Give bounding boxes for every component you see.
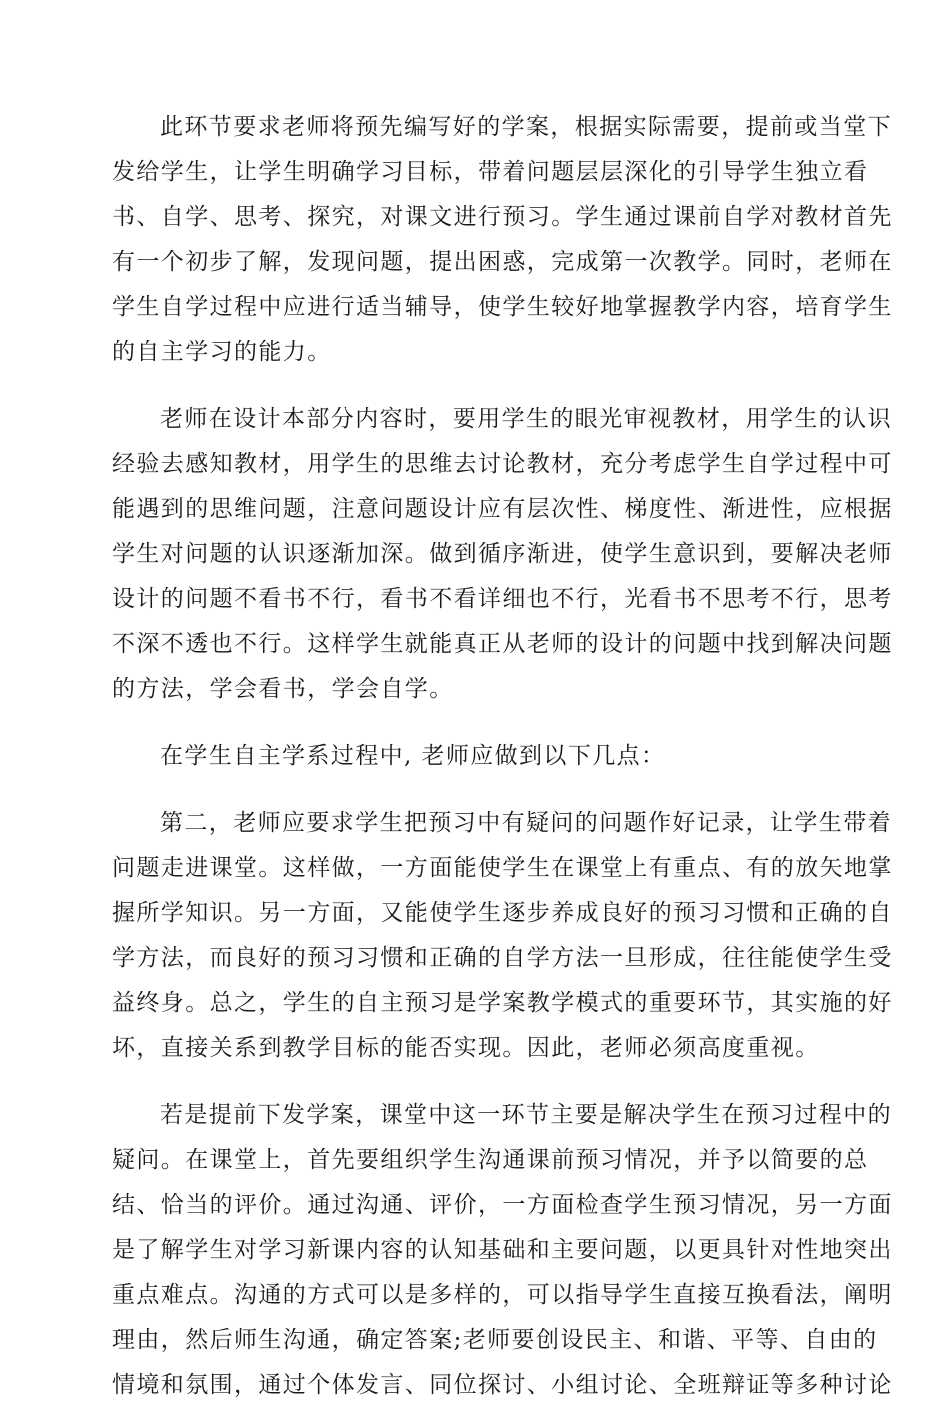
text-line: 结、恰当的评价。通过沟通、评价，一方面检查学生预习情况，另一方面	[112, 1192, 893, 1218]
text-line: 是了解学生对学习新课内容的认知基础和主要问题，以更具针对性地突出	[112, 1237, 893, 1263]
text-line: 重点难点。沟通的方式可以是多样的，可以指导学生直接互换看法，阐明	[112, 1282, 893, 1308]
text-line: 第二，老师应要求学生把预习中有疑问的问题作好记录，让学生带着	[160, 810, 892, 836]
text-line: 学方法，而良好的预习习惯和正确的自学方法一旦形成，往往能使学生受	[112, 945, 893, 971]
text-line: 有一个初步了解，发现问题，提出困惑，完成第一次教学。同时，老师在	[112, 249, 893, 275]
paragraph-1	[112, 105, 893, 375]
text-line: 的自主学习的能力。	[112, 339, 332, 365]
text-line: 此环节要求老师将预先编写好的学案，根据实际需要，提前或当堂下	[160, 114, 892, 140]
text-line: 学生自学过程中应进行适当辅导，使学生较好地掌握教学内容，培育学生	[112, 294, 893, 320]
paragraph-4	[112, 801, 893, 1071]
text-line: 问题走进课堂。这样做，一方面能使学生在课堂上有重点、有的放矢地掌	[112, 855, 893, 881]
text-line: 老师在设计本部分内容时，要用学生的眼光审视教材，用学生的认识	[160, 406, 892, 432]
text-line: 经验去感知教材，用学生的思维去讨论教材，充分考虑学生自学过程中可	[112, 451, 893, 477]
document-body	[112, 105, 893, 1408]
text-line: 若是提前下发学案，课堂中这一环节主要是解决学生在预习过程中的	[160, 1102, 892, 1128]
paragraph-2	[112, 397, 893, 712]
text-line: 情境和氛围，通过个体发言、同位探讨、小组讨论、全班辩证等多种讨论	[112, 1372, 893, 1398]
paragraph-5	[112, 1093, 893, 1408]
text-line: 益终身。总之，学生的自主预习是学案教学模式的重要环节，其实施的好	[112, 990, 893, 1016]
text-line: 疑问。在课堂上，首先要组织学生沟通课前预习情况，并予以简要的总	[112, 1147, 869, 1173]
paragraph-3	[112, 734, 836, 779]
text-line: 书、自学、思考、探究，对课文进行预习。学生通过课前自学对教材首先	[112, 204, 893, 230]
text-line: 理由，然后师生沟通，确定答案;老师要创设民主、和谐、平等、自由的	[112, 1327, 878, 1353]
text-line: 学生对问题的认识逐渐加深。做到循序渐进，使学生意识到，要解决老师	[112, 541, 893, 567]
text-line: 的方法，学会看书，学会自学。	[112, 676, 454, 702]
text-line: 设计的问题不看书不行，看书不看详细也不行，光看书不思考不行，思考	[112, 586, 893, 612]
text-line: 能遇到的思维问题，注意问题设计应有层次性、梯度性、渐进性，应根据	[112, 496, 893, 522]
text-line: 发给学生，让学生明确学习目标，带着问题层层深化的引导学生独立看	[112, 159, 869, 185]
text-line: 握所学知识。另一方面，又能使学生逐步养成良好的预习习惯和正确的自	[112, 900, 893, 926]
text-line: 不深不透也不行。这样学生就能真正从老师的设计的问题中找到解决问题	[112, 631, 893, 657]
text-line: 在学生自主学系过程中, 老师应做到以下几点：	[160, 743, 666, 769]
text-line: 坏，直接关系到教学目标的能否实现。因此，老师必须高度重视。	[112, 1035, 820, 1061]
